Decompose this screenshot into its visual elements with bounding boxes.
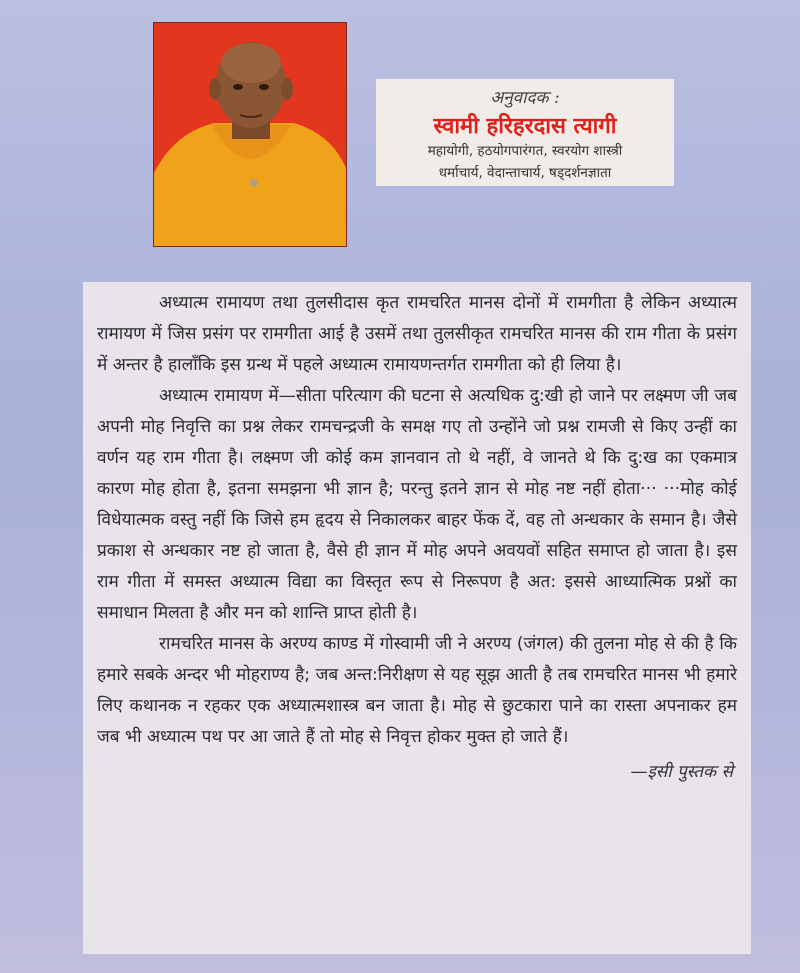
- body-text-panel: [83, 282, 751, 954]
- translator-portrait: [153, 22, 347, 247]
- translator-titles-line-1: महायोगी, हठयोगपारंगत, स्वरयोग शास्त्री: [427, 143, 623, 159]
- source-attribution: —इसी पुस्तक से: [630, 762, 733, 782]
- translator-name: स्वामी हरिहरदास त्यागी: [433, 114, 617, 139]
- body-paragraph-2: अध्यात्म रामायण में—सीता परित्याग की घटना से अत्यधिक दु:खी हो जाने पर लक्ष्मण जी जब अपनी मोह निवृत्ति का प्रश्न लेकर रामचन्द्रजी के समक्ष गए तो उन्होंने जो प्रश्न रामजी से किए उन्हीं का वर्णन यह राम गीता है। लक्ष्मण जी कोई कम ज्ञानवान तो थे नहीं, वे जानते थे कि दु:ख का एकमात्र कारण मोह होता है, इतना समझना भी ज्ञान है; परन्तु इतने ज्ञान से मोह नष्ट नहीं होता··· ···मोह कोई विधेयात्मक वस्तु नहीं कि जिसे हम हृदय से निकालकर बाहर फेंक दें, वह तो अन्धकार के समान है। जैसे प्रकाश से अन्धकार नष्ट हो जाता है, वैसे ही ज्ञान में मोह अपने अवयवों सहित समाप्त हो जाता है। इस राम गीता में समस्त अध्यात्म विद्या का विस्तृत रूप से निरूपण है अत: इससे आध्यात्मिक प्रश्नों का समाधान मिलता है और मन को शान्ति प्राप्त होती है।: [97, 386, 737, 623]
- translator-role-label: अनुवादक :: [490, 88, 560, 108]
- translator-info-box: [376, 79, 674, 186]
- translator-titles-line-2: धर्माचार्य, वेदान्ताचार्य, षड्दर्शनज्ञाता: [438, 165, 612, 181]
- body-paragraph-3: रामचरित मानस के अरण्य काण्ड में गोस्वामी जी ने अरण्य (जंगल) की तुलना मोह से की है कि हमारे सबके अन्दर भी मोहराण्य है; जब अन्त:निरीक्षण से यह सूझ आती है तब रामचरित मानस भी हमारे लिए कथानक न रहकर एक अध्यात्मशास्त्र बन जाता है। मोह से छुटकारा पाने का रास्ता अपनाकर हम जब भी अध्यात्म पथ पर आ जाते हैं तो मोह से निवृत्त होकर मुक्त हो जाते हैं।: [97, 634, 737, 747]
- translator-photo: [154, 23, 347, 247]
- body-paragraph-1: अध्यात्म रामायण तथा तुलसीदास कृत रामचरित मानस दोनों में रामगीता है लेकिन अध्यात्म रामायण में जिस प्रसंग पर रामगीता आई है उसमें तथा तुलसीकृत रामचरित मानस की राम गीता के प्रसंग में अन्तर है हालाँकि इस ग्रन्थ में पहले अध्यात्म रामायणन्तर्गत रामगीता को ही लिया है।: [97, 293, 737, 375]
